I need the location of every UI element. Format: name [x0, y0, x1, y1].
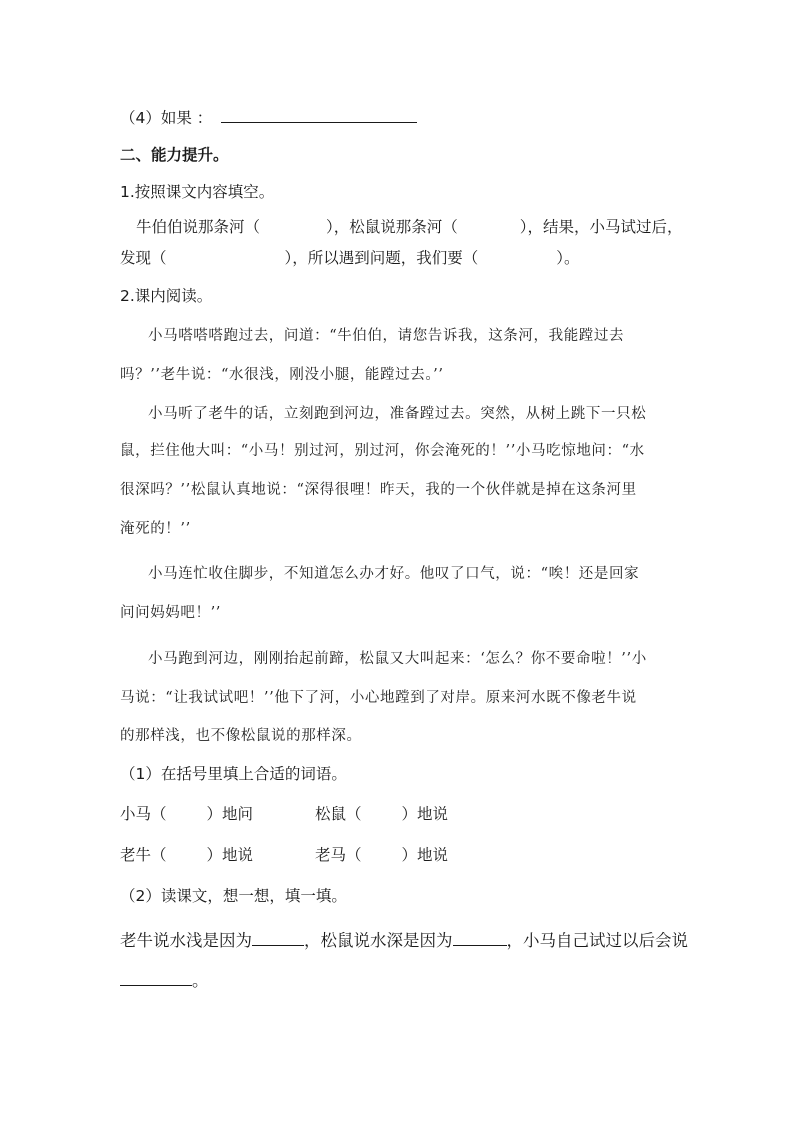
passage-line: 小马听了老牛的话，立刻跑到河边，准备蹚过去。突然，从树上跳下一只松 [148, 406, 647, 422]
q1-text: 牛伯伯说那条河（ [136, 218, 261, 236]
reason-blank-2[interactable] [453, 931, 507, 946]
section-title: 二、能力提升。 [120, 146, 229, 164]
q1-text: ），松鼠说那条河（ [326, 218, 458, 236]
sub1-title: （1）在括号里填上合适的词语。 [120, 765, 347, 783]
q4-line [120, 107, 417, 129]
passage-line: 小马跑到河边，刚刚抬起前蹄，松鼠又大叫起来：‘怎么？你不要命啦！’’小 [148, 651, 647, 667]
sub2-text: ，松鼠说水深是因为 [304, 931, 453, 950]
word-prompt: 小马（ [120, 805, 167, 823]
word-prompt: 老马（ [315, 846, 362, 864]
passage-line: 马说：“让我试试吧！’’他下了河，小心地蹚到了对岸。原来河水既不像老牛说 [120, 690, 637, 706]
q1-title: 1.按照课文内容填空。 [120, 183, 275, 201]
q1-text: ）。 [556, 249, 580, 267]
word-prompt: 老牛（ [120, 846, 167, 864]
passage-line: 很深吗？’’松鼠认真地说：“深得很哩！昨天，我的一个伙伴就是掉在这条河里 [120, 482, 637, 498]
q4-label: （4）如果 ： [120, 109, 213, 127]
sub2-text: ，小马自己试过以后会说 [506, 931, 688, 950]
q2-title: 2.课内阅读。 [120, 287, 213, 305]
sub1-row-1 [120, 803, 448, 825]
sub2-line-2 [120, 970, 209, 992]
passage-line: 小马嗒嗒嗒跑过去，问道：“牛伯伯，请您告诉我，这条河，我能蹚过去 [148, 328, 625, 344]
passage-line: 吗？’’老牛说：“水很浅，刚没小腿，能蹚过去。’’ [120, 367, 444, 383]
word-prompt: ）地说 [401, 805, 449, 823]
passage-line: 鼠，拦住他大叫：“小马！别过河，别过河，你会淹死的！’’小马吃惊地问：“水 [120, 443, 645, 459]
q1-text: 发现（ [120, 249, 167, 267]
sub2-line-1 [120, 930, 688, 952]
passage-line: 小马连忙收住脚步，不知道怎么办才好。他叹了口气，说：“唉！还是回家 [148, 566, 640, 582]
q1-para-line-2 [120, 247, 580, 269]
q1-text: ），结果，小马试过后， [519, 218, 683, 236]
word-prompt: ）地说 [401, 846, 449, 864]
q1-text: ），所以遇到问题，我们要（ [284, 249, 479, 267]
passage-line: 问问妈妈吧！’’ [120, 605, 222, 621]
sub2-title: （2）读课文，想一想，填一填。 [120, 887, 347, 905]
conclusion-blank[interactable] [120, 971, 192, 986]
passage-line: 淹死的！’’ [120, 521, 191, 537]
sub1-row-2 [120, 844, 448, 866]
q1-para-line-1 [136, 216, 683, 238]
passage-line: 的那样浅，也不像松鼠说的那样深。 [120, 728, 362, 744]
word-prompt: 松鼠（ [315, 805, 362, 823]
reason-blank-1[interactable] [252, 931, 304, 946]
sub2-text: 。 [192, 971, 209, 990]
q4-answer-blank[interactable] [221, 108, 417, 123]
sub2-text: 老牛说水浅是因为 [120, 931, 252, 950]
word-prompt: ）地说 [206, 846, 254, 864]
word-prompt: ）地问 [206, 805, 254, 823]
